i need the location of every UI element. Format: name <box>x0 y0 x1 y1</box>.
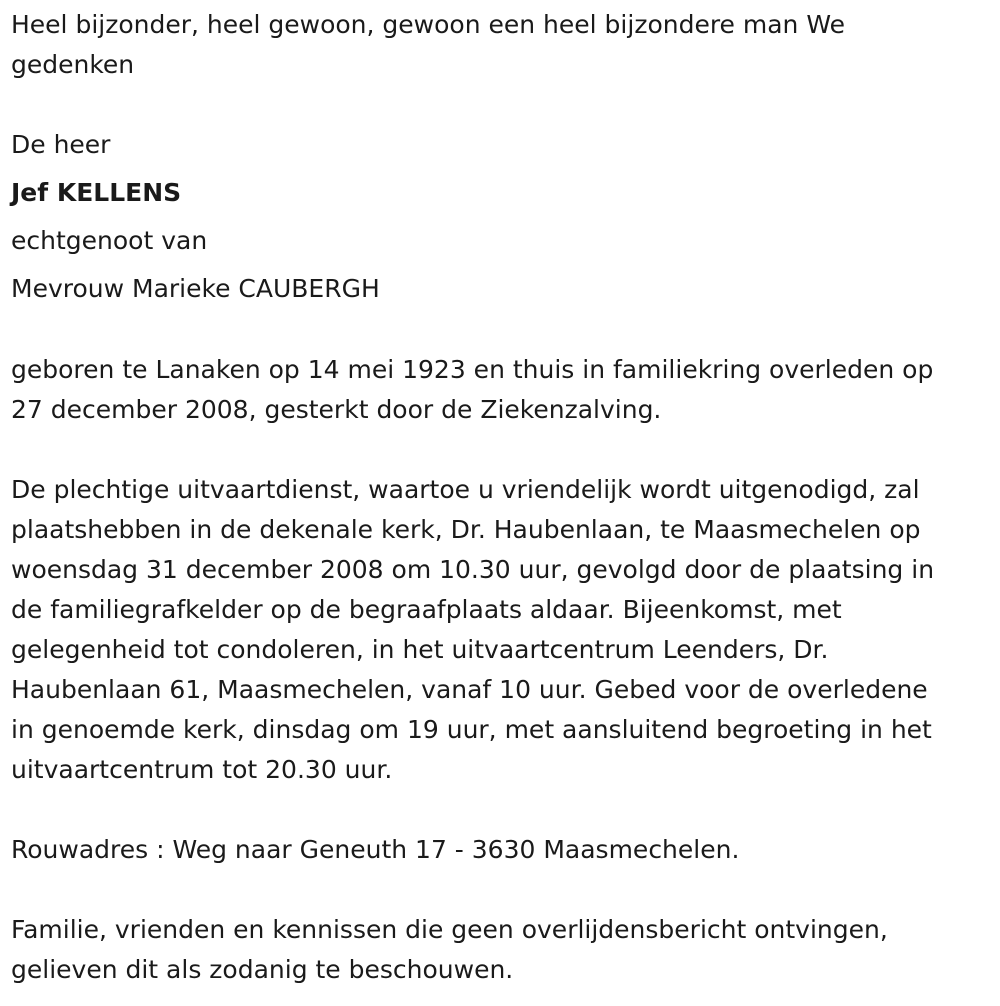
service-line: in genoemde kerk, dinsdag om 19 uur, met aansluitend begroeting in het <box>11 715 932 744</box>
service-line: de familiegrafkelder op de begraafplaats aldaar. Bijeenkomst, met <box>11 595 842 624</box>
closing-line: gelieven dit als zodanig te beschouwen. <box>11 955 514 984</box>
birth-death-line: 27 december 2008, gesterkt door de Ziekenzalving. <box>11 395 662 424</box>
service-line: plaatshebben in de dekenale kerk, Dr. Haubenlaan, te Maasmechelen op <box>11 515 921 544</box>
person-name: Jef KELLENS <box>11 178 182 207</box>
intro-line: gedenken <box>11 50 135 79</box>
intro-line: Heel bijzonder, heel gewoon, gewoon een heel bijzondere man We <box>11 10 845 39</box>
spouse-name: Mevrouw Marieke CAUBERGH <box>11 274 380 303</box>
person-title: De heer <box>11 130 111 159</box>
address-line: Rouwadres : Weg naar Geneuth 17 - 3630 Maasmechelen. <box>11 835 740 864</box>
closing-line: Familie, vrienden en kennissen die geen overlijdensbericht ontvingen, <box>11 915 888 944</box>
service-line: woensdag 31 december 2008 om 10.30 uur, gevolgd door de plaatsing in <box>11 555 935 584</box>
service-line: De plechtige uitvaartdienst, waartoe u vriendelijk wordt uitgenodigd, zal <box>11 475 920 504</box>
service-line: Haubenlaan 61, Maasmechelen, vanaf 10 uur. Gebed voor de overledene <box>11 675 928 704</box>
service-line: gelegenheid tot condoleren, in het uitvaartcentrum Leenders, Dr. <box>11 635 829 664</box>
birth-death-line: geboren te Lanaken op 14 mei 1923 en thuis in familiekring overleden op <box>11 355 934 384</box>
service-line: uitvaartcentrum tot 20.30 uur. <box>11 755 393 784</box>
person-relation: echtgenoot van <box>11 226 208 255</box>
